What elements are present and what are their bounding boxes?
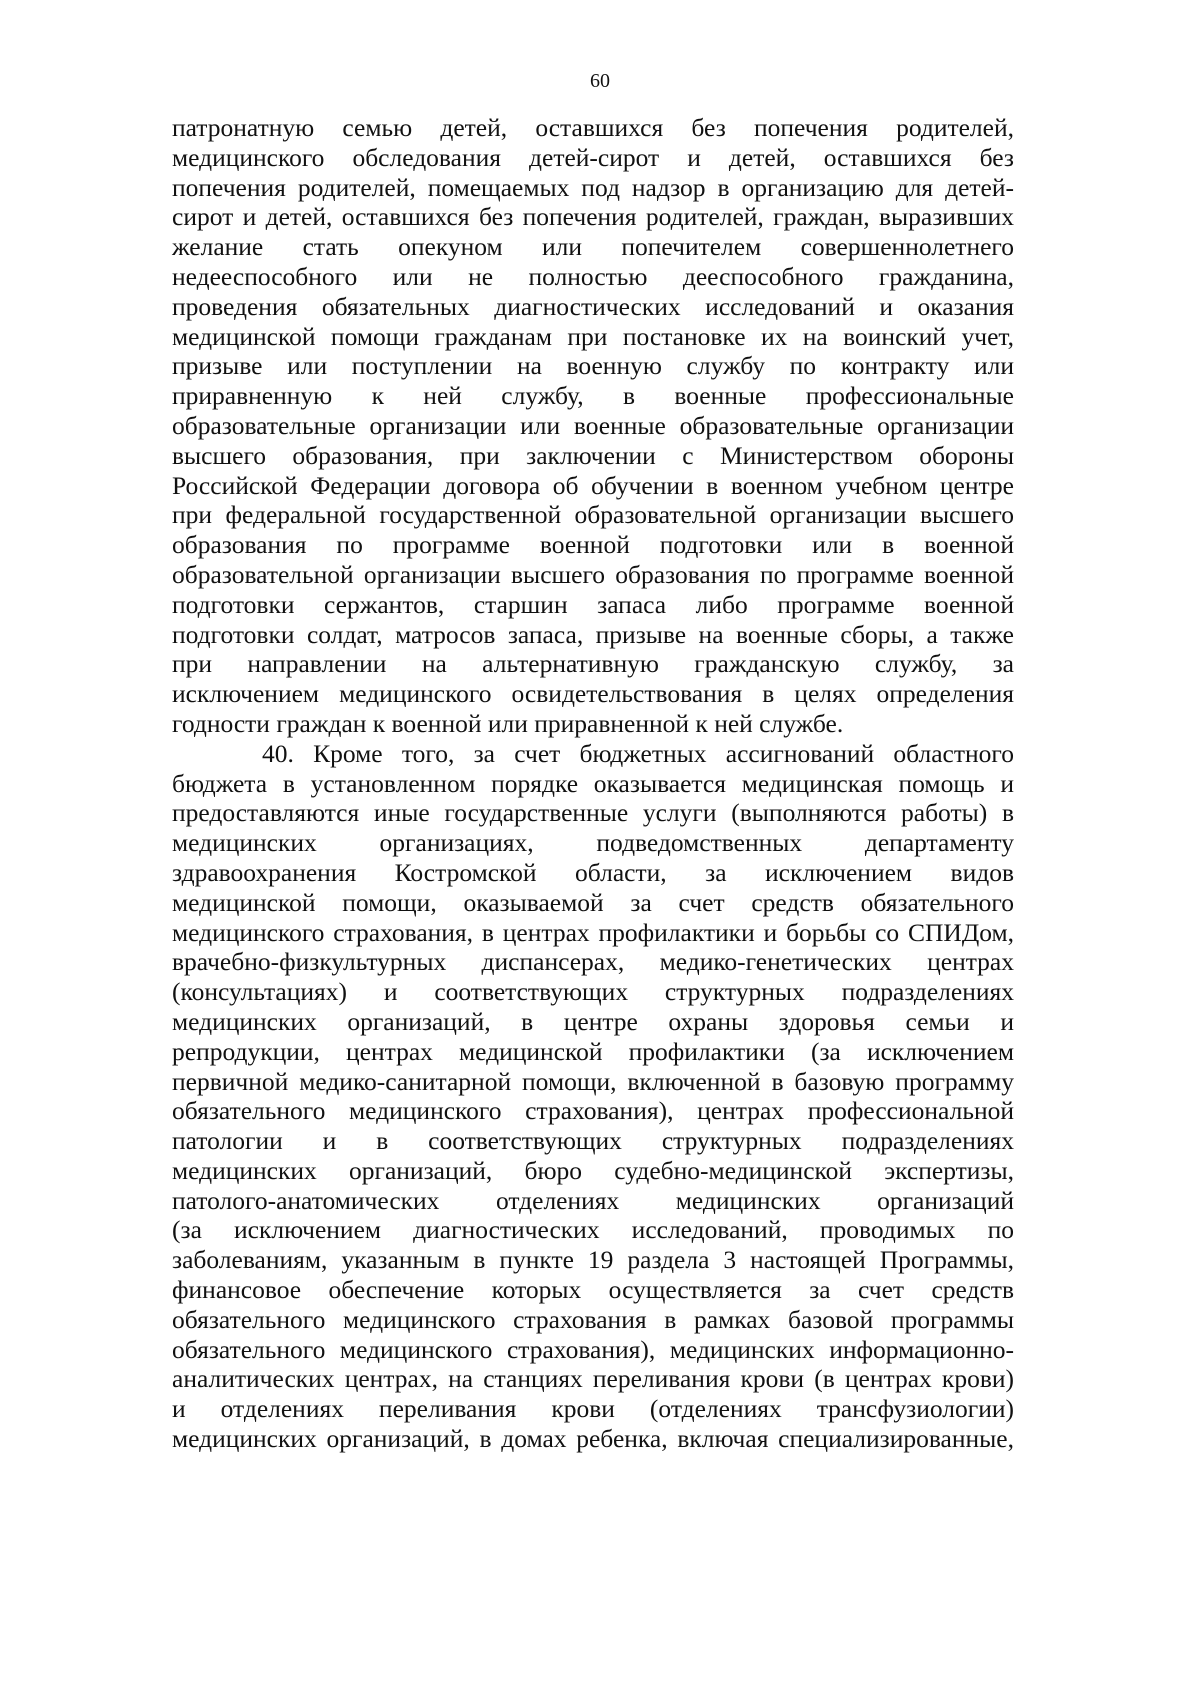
- text-line: медицинских организаций, бюро судебно-медицинской экспертизы,: [172, 1155, 1014, 1185]
- document-body: [172, 113, 1014, 1454]
- text-line: репродукции, центрах медицинской профилактики (за исключением: [172, 1036, 1014, 1066]
- text-line: обязательного медицинского страхования в рамках базовой программы: [172, 1304, 1014, 1334]
- text-line: медицинских организаций, в центре охраны здоровья семьи и: [172, 1006, 1014, 1036]
- text-line: при федеральной государственной образовательной организации высшего: [172, 500, 1014, 530]
- text-line: призыве или поступлении на военную службу по контракту или: [172, 351, 1014, 381]
- paragraph: [172, 113, 1014, 739]
- text-line: патологии и в соответствующих структурных подразделениях: [172, 1126, 1014, 1156]
- text-line: здравоохранения Костромской области, за исключением видов: [172, 857, 1014, 887]
- text-line: обязательного медицинского страхования), медицинских информационно-: [172, 1334, 1014, 1364]
- text-line: обязательного медицинского страхования), центрах профессиональной: [172, 1096, 1014, 1126]
- text-line: проведения обязательных диагностических исследований и оказания: [172, 291, 1014, 321]
- text-line: врачебно-физкультурных диспансерах, медико-генетических центрах: [172, 947, 1014, 977]
- text-line: 40. Кроме того, за счет бюджетных ассигнований областного: [262, 738, 1014, 768]
- text-line: желание стать опекуном или попечителем совершеннолетнего: [172, 232, 1014, 262]
- text-line: медицинского страхования, в центрах профилактики и борьбы со СПИДом,: [172, 917, 1014, 947]
- text-line: предоставляются иные государственные услуги (выполняются работы) в: [172, 798, 1014, 828]
- text-line: сирот и детей, оставшихся без попечения родителей, граждан, выразивших: [172, 202, 1014, 232]
- text-line: первичной медико-санитарной помощи, включенной в базовую программу: [172, 1066, 1014, 1096]
- text-line: заболеваниям, указанным в пункте 19 раздела 3 настоящей Программы,: [172, 1245, 1014, 1275]
- text-line: бюджета в установленном порядке оказывается медицинская помощь и: [172, 768, 1014, 798]
- text-line: подготовки солдат, матросов запаса, призыве на военные сборы, а также: [172, 619, 1014, 649]
- text-line: образовательные организации или военные образовательные организации: [172, 410, 1014, 440]
- text-line: годности граждан к военной или приравненной к ней службе.: [172, 708, 844, 738]
- text-line: приравненную к ней службу, в военные профессиональные: [172, 381, 1014, 411]
- text-line: аналитических центрах, на станциях переливания крови (в центрах крови): [172, 1364, 1014, 1394]
- text-line: недееспособного или не полностью дееспособного гражданина,: [172, 261, 1014, 291]
- text-line: подготовки сержантов, старшин запаса либо программе военной: [172, 589, 1014, 619]
- text-line: патолого-анатомических отделениях медицинских организаций: [172, 1185, 1014, 1215]
- text-line: медицинского обследования детей-сирот и детей, оставшихся без: [172, 142, 1014, 172]
- text-line: (за исключением диагностических исследований, проводимых по: [172, 1215, 1014, 1245]
- text-line: исключением медицинского освидетельствования в целях определения: [172, 679, 1014, 709]
- text-line: медицинской помощи гражданам при постановке их на воинский учет,: [172, 321, 1014, 351]
- text-line: патронатную семью детей, оставшихся без попечения родителей,: [172, 113, 1014, 142]
- text-line: медицинской помощи, оказываемой за счет средств обязательного: [172, 887, 1014, 917]
- text-line: и отделениях переливания крови (отделениях трансфузиологии): [172, 1394, 1014, 1424]
- paragraph: [172, 739, 1014, 1454]
- text-line: медицинских организациях, подведомственных департаменту: [172, 828, 1014, 858]
- text-line: образовательной организации высшего образования по программе военной: [172, 559, 1014, 589]
- text-line: при направлении на альтернативную гражданскую службу, за: [172, 649, 1014, 679]
- text-line: высшего образования, при заключении с Министерством обороны: [172, 440, 1014, 470]
- text-line: (консультациях) и соответствующих структурных подразделениях: [172, 977, 1014, 1007]
- text-line: образования по программе военной подготовки или в военной: [172, 530, 1014, 560]
- text-line: Российской Федерации договора об обучении в военном учебном центре: [172, 470, 1014, 500]
- page-number: 60: [590, 70, 610, 92]
- text-line: попечения родителей, помещаемых под надзор в организацию для детей-: [172, 172, 1014, 202]
- text-line: финансовое обеспечение которых осуществляется за счет средств: [172, 1275, 1014, 1305]
- text-line: медицинских организаций, в домах ребенка, включая специализированные,: [172, 1424, 1014, 1454]
